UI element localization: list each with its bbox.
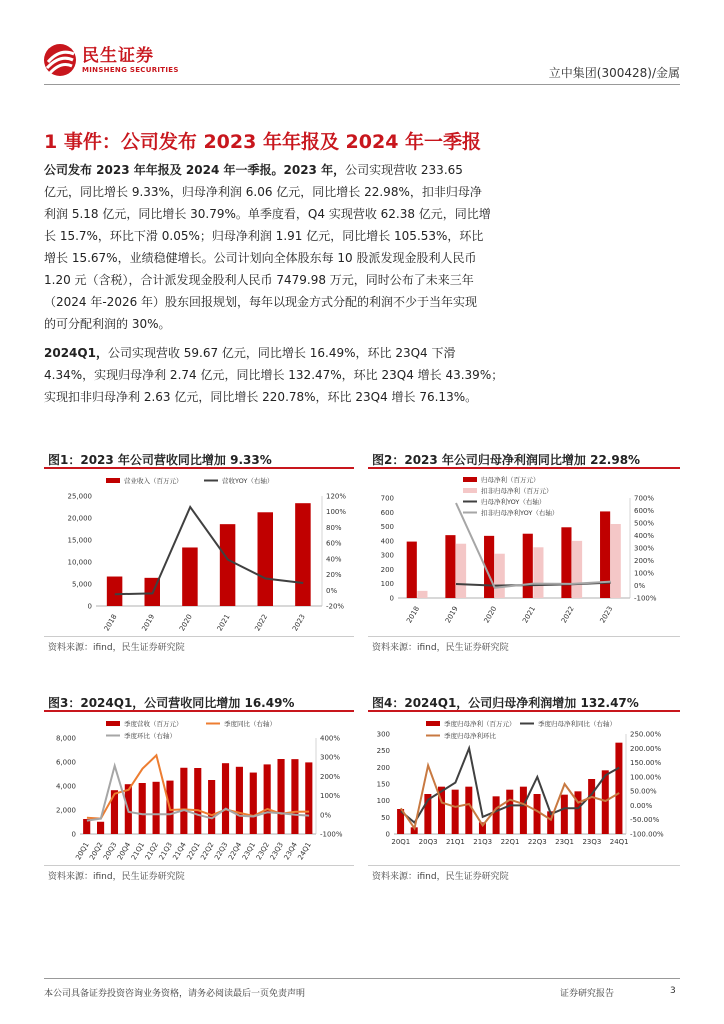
fig2-title: 图2：2023 年公司归母净利润同比增加 22.98% [372,453,641,467]
bar [445,535,455,598]
right-axis-tick: 400% [634,532,655,540]
legend-swatch [426,721,440,726]
left-axis-tick: 2,000 [55,806,76,815]
left-axis-tick: 20,000 [67,514,92,523]
fig3-title-rule [44,710,354,712]
bar [194,768,201,834]
right-axis-tick: 0% [326,586,338,595]
bar [208,780,215,834]
bar [407,542,417,598]
para1-l8: 的可分配利润的 30%。 [44,317,171,331]
bar [456,544,466,598]
bar [465,787,472,834]
x-tick-label: 20Q1 [74,841,91,862]
legend-label: 归母净利YOY（右轴） [481,498,546,506]
bar [139,783,146,834]
x-tick-label: 20Q2 [88,841,105,862]
fig4-title: 图4：2024Q1，公司归母净利润增加 132.47% [372,696,639,710]
left-axis-tick: 10,000 [67,558,92,567]
left-axis-tick: 0 [87,602,92,611]
bar [220,524,236,606]
fig3-title: 图3：2024Q1，公司营收同比增加 16.49% [48,696,295,710]
bar [561,527,571,598]
bar [493,796,500,834]
x-tick-label: 2020 [178,613,194,633]
bar [495,554,505,598]
x-tick-label: 23Q3 [268,841,286,862]
legend-label: 扣非归母净利（百万元） [481,487,553,495]
fig1-chart [44,472,354,634]
left-axis-tick: 150 [376,780,390,789]
x-tick-label: 22Q4 [227,841,244,862]
bar [264,764,271,834]
left-axis-tick: 600 [380,508,394,517]
right-axis-tick: 100.00% [630,773,662,782]
x-tick-label: 22Q3 [527,838,547,846]
right-axis-tick: 700% [634,494,655,503]
x-tick-label: 21Q1 [129,841,147,862]
header-divider [44,84,680,85]
x-tick-label: 2021 [521,605,538,625]
left-axis-tick: 25,000 [67,492,92,501]
left-axis-tick: 15,000 [67,536,92,545]
right-axis-tick: -20% [326,602,345,611]
bar [534,794,541,834]
right-axis-tick: 250.00% [630,730,662,739]
x-tick-label: 20Q4 [115,841,133,862]
left-axis-tick: 200 [376,763,390,772]
bar [506,790,513,834]
right-axis-tick: 0.00% [630,801,653,810]
legend-label: 扣非归母净利YOY（右轴） [481,509,559,517]
x-tick-label: 2018 [405,605,422,625]
x-tick-label: 22Q2 [199,841,216,862]
right-axis-tick: 100% [634,569,655,578]
left-axis-tick: 100 [376,797,390,806]
right-axis-tick: 80% [326,523,342,532]
x-tick-label: 2023 [291,613,307,633]
right-axis-tick: -100% [320,830,343,839]
para1-l7: （2024 年-2026 年）股东回报规划，每年以现金方式分配的利润不少于当年实现 [44,295,478,309]
bar [295,503,311,606]
right-axis-tick: 200% [320,772,341,781]
fig3-chart [44,716,354,862]
right-axis-tick: 0% [634,582,646,590]
para1-l5: 增长 15.67%，业绩稳健增长。公司计划向全体股东每 10 股派发现金股利人民币 [44,251,477,265]
right-axis-tick: 300% [320,753,341,762]
bar [107,577,123,606]
series-line [115,507,303,594]
x-tick-label: 2022 [559,605,576,625]
company-code: 立中集团(300428)/金属 [548,66,680,80]
x-tick-label: 23Q4 [282,841,299,862]
footer-divider [44,978,680,979]
fig2-source: 资料来源：ifind，民生证券研究院 [372,643,509,653]
x-tick-label: 20Q1 [391,838,411,846]
left-axis-tick: 100 [380,580,394,589]
fig3-source: 资料来源：ifind，民生证券研究院 [48,872,185,882]
right-axis-tick: 120% [326,492,347,501]
bar [561,795,568,834]
brand-logo [42,42,179,78]
legend-label: 季度归母净利环比 [444,732,496,740]
para1-lead: 公司发布 2023 年年报及 2024 年一季报。2023 年， [44,163,346,177]
legend-swatch [463,488,477,493]
bar [533,547,543,598]
right-axis-tick: -100.00% [630,830,664,839]
logo-en: MINSHENG SECURITIES [82,65,179,74]
bar [417,591,427,598]
right-axis-tick: 20% [326,571,342,580]
bar [452,790,459,834]
para1-l1: 公司实现营收 233.65 [345,163,463,177]
x-tick-label: 2020 [482,605,499,625]
x-tick-label: 23Q1 [555,838,575,846]
right-axis-tick: -100% [634,594,657,603]
x-tick-label: 23Q2 [254,841,272,862]
x-tick-label: 21Q3 [473,838,493,846]
logo-cn: 民生证券 [82,45,154,66]
x-tick-label: 23Q3 [582,838,602,846]
bar [615,743,622,834]
section-title: 1 事件：公司发布 2023 年年报及 2024 年一季报 [44,131,482,153]
right-axis-tick: 300% [634,544,655,553]
left-axis-tick: 500 [380,523,394,532]
fig2-title-rule [368,467,680,469]
x-tick-label: 21Q1 [445,838,465,846]
bar [611,524,621,598]
para1-l2: 亿元，同比增长 9.33%，归母净利润 6.06 亿元，同比增长 22.98%，扣非归母净 [44,185,482,199]
para2-l3: 实现扣非归母净利 2.63 亿元，同比增长 220.78%，环比 23Q4 增长 76.13%。 [44,390,478,404]
left-axis-tick: 50 [381,813,390,822]
para2-lead: 2024Q1， [44,346,108,360]
left-axis-tick: 300 [380,551,394,560]
bar [572,541,582,598]
bar [153,782,160,834]
fig1-source: 资料来源：ifind，民生证券研究院 [48,643,185,653]
x-tick-label: 20Q3 [418,838,438,846]
left-axis-tick: 250 [376,747,390,756]
right-axis-tick: -50.00% [630,816,660,825]
fig1-title-rule [44,467,354,469]
right-axis-tick: 50.00% [630,787,657,796]
left-axis-tick: 6,000 [55,758,76,767]
x-tick-label: 21Q3 [157,841,174,862]
x-tick-label: 22Q1 [185,841,202,862]
bar [180,768,187,834]
legend-label: 营收YOY（右轴） [222,477,274,485]
x-tick-label: 2022 [253,613,270,633]
x-tick-label: 2018 [102,613,119,633]
right-axis-tick: 0% [320,811,332,820]
right-axis-tick: 200% [634,557,655,565]
right-axis-tick: 100% [326,508,347,517]
fig1-title: 图1：2023 年公司营收同比增加 9.33% [48,453,272,467]
bar [250,773,257,834]
legend-label: 季度营收（百万元） [124,720,183,728]
fig4-source: 资料来源：ifind，民生证券研究院 [372,872,509,882]
right-axis-tick: 600% [634,507,655,515]
right-axis-tick: 500% [634,519,655,528]
fig4-title-rule [368,710,680,712]
footer-disclaimer: 本公司具备证券投资咨询业务资格，请务必阅读最后一页免责声明 [44,989,306,999]
fig4-chart [368,716,680,862]
left-axis-tick: 4,000 [55,782,76,791]
footer-report-type: 证券研究报告 [560,989,615,999]
x-tick-label: 2019 [443,605,460,625]
left-axis-tick: 400 [380,537,394,546]
fig2-chart [368,472,680,634]
legend-label: 季度归母净利同比（右轴） [538,720,616,728]
legend-label: 营业收入（百万元） [124,477,183,485]
x-tick-label: 2021 [215,613,232,633]
left-axis-tick: 0 [389,594,394,603]
x-tick-label: 2023 [598,605,615,625]
x-tick-label: 24Q1 [609,838,629,846]
x-tick-label: 21Q4 [171,841,188,862]
x-tick-label: 22Q3 [213,841,230,862]
left-axis-tick: 5,000 [71,580,92,589]
bar [305,762,312,834]
legend-label: 季度同比（右轴） [224,720,276,728]
right-axis-tick: 200.00% [630,744,662,753]
bar [523,534,533,598]
legend-label: 季度归母净利（百万元） [444,720,516,728]
left-axis-tick: 8,000 [55,734,76,743]
x-tick-label: 24Q1 [296,841,313,862]
left-axis-tick: 700 [380,494,394,503]
left-axis-tick: 0 [71,830,76,839]
bar [182,547,198,606]
bar [236,767,243,834]
footer-page-number: 3 [670,986,676,996]
bar [600,511,610,598]
legend-label: 归母净利（百万元） [481,476,540,484]
left-axis-tick: 0 [385,830,390,839]
paragraph-q1 [44,342,680,408]
right-axis-tick: 400% [320,734,341,743]
fig4-bottom-rule [368,865,680,866]
x-tick-label: 23Q1 [240,841,258,862]
x-tick-label: 21Q2 [143,841,161,862]
fig1-bottom-rule [44,636,354,637]
x-tick-label: 2019 [140,613,157,633]
paragraph-annual [44,159,680,335]
legend-swatch [463,477,477,482]
para1-l6: 1.20 元（含税），合计派发现金股利人民币 7479.98 万元，同时公布了未来三年 [44,273,474,287]
right-axis-tick: 150.00% [630,759,662,768]
right-axis-tick: 40% [326,555,342,564]
bar [588,779,595,834]
legend-swatch [106,478,120,483]
bar [277,759,284,834]
minsheng-logo-icon [42,42,78,78]
para2-l2: 4.34%，实现归母净利 2.74 亿元，同比增长 132.47%，环比 23Q4 增长 43.39%； [44,368,504,382]
legend-label: 季度环比（右轴） [124,732,176,740]
bar [258,512,274,606]
left-axis-tick: 300 [376,730,390,739]
x-tick-label: 20Q3 [102,841,119,862]
bar [520,787,527,834]
left-axis-tick: 200 [380,565,394,574]
para1-l3: 利润 5.18 亿元，同比增长 30.79%。单季度看，Q4 实现营收 62.38 亿元，同比增 [44,207,491,221]
right-axis-tick: 60% [326,539,342,548]
bar [222,763,229,834]
para2-l1: 公司实现营收 59.67 亿元，同比增长 16.49%，环比 23Q4 下滑 [107,346,456,360]
fig2-bottom-rule [368,636,680,637]
para1-l4: 长 15.7%，环比下滑 0.05%；归母净利润 1.91 亿元，同比增长 105.53%，环比 [44,229,484,243]
fig3-bottom-rule [44,865,354,866]
right-axis-tick: 100% [320,792,341,801]
page-header [0,0,724,90]
bar [291,759,298,834]
legend-swatch [106,721,120,726]
bar [97,822,104,834]
x-tick-label: 22Q1 [500,838,520,846]
